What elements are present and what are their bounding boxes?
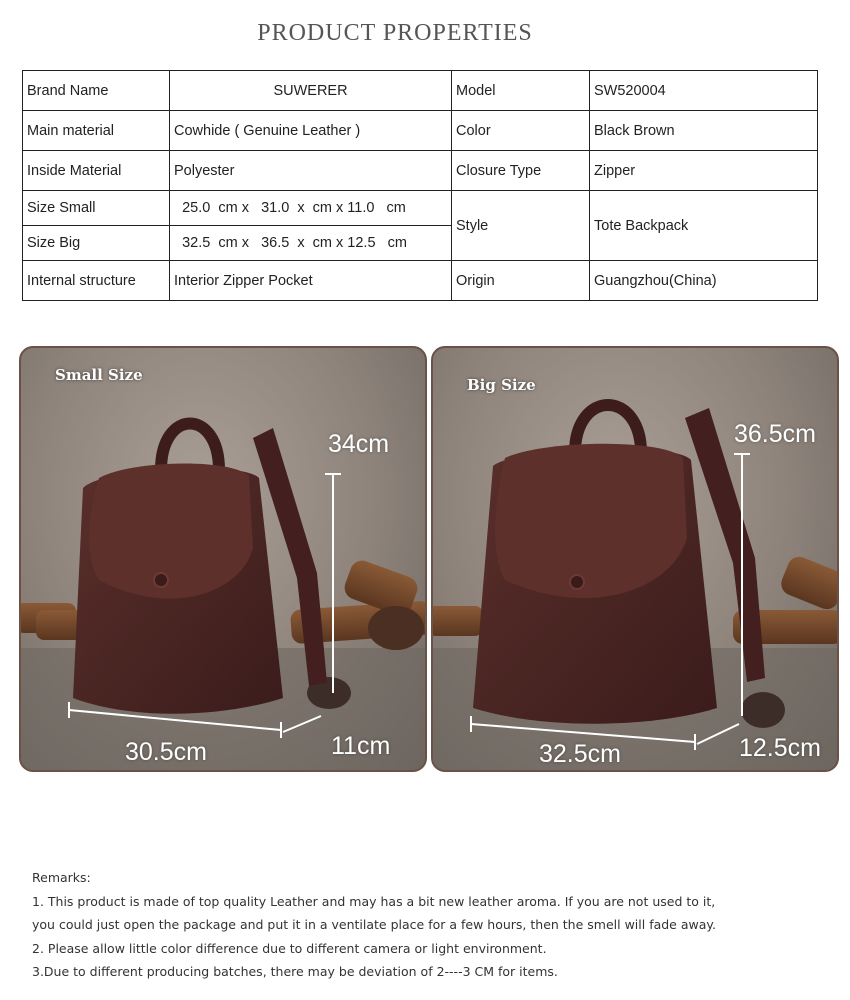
page-title: PRODUCT PROPERTIES [257, 20, 533, 46]
backpack-big-illustration [433, 348, 837, 770]
dim-text: x [297, 200, 305, 216]
origin-value: Guangzhou(China) [590, 261, 818, 301]
small-size-label: Small Size [55, 366, 143, 384]
big-depth-label: 12.5cm [739, 734, 821, 762]
internal-label: Internal structure [23, 261, 170, 301]
dim-text: 32.5 [182, 235, 211, 251]
size-small-value [170, 191, 452, 226]
big-width-label: 32.5cm [539, 740, 621, 768]
size-small-label: Size Small [23, 191, 170, 226]
internal-value: Interior Zipper Pocket [170, 261, 452, 301]
remarks-line: you could just open the package and put it in a ventilate place for a few hours, then the smell will fade away. [32, 917, 716, 932]
color-label: Color [452, 111, 590, 151]
properties-table [22, 70, 818, 301]
big-height-label: 36.5cm [734, 420, 816, 448]
inside-material-value: Polyester [170, 151, 452, 191]
style-value: Tote Backpack [590, 191, 818, 261]
main-material-label: Main material [23, 111, 170, 151]
size-big-value [170, 226, 452, 261]
dim-text: cm x [218, 235, 249, 251]
dim-text: cm [386, 200, 406, 216]
style-label: Style [452, 191, 590, 261]
color-value: Black Brown [590, 111, 818, 151]
table-row [23, 191, 818, 226]
table-row [23, 71, 818, 111]
brand-label: Brand Name [23, 71, 170, 111]
remarks-line: 1. This product is made of top quality Leather and may has a bit new leather aroma. If you are not used to it, [32, 893, 716, 909]
small-depth-label: 11cm [331, 732, 391, 760]
model-label: Model [452, 71, 590, 111]
closure-value: Zipper [590, 151, 818, 191]
dim-text: cm x 12.5 [312, 235, 376, 251]
big-size-label: Big Size [467, 376, 536, 394]
inside-material-label: Inside Material [23, 151, 170, 191]
main-material-value: Cowhide ( Genuine Leather ) [170, 111, 452, 151]
brand-value: SUWERER [170, 71, 452, 111]
dim-text: cm x [218, 200, 249, 216]
dim-text: cm [387, 235, 407, 251]
remarks [32, 866, 812, 984]
origin-label: Origin [452, 261, 590, 301]
model-value: SW520004 [590, 71, 818, 111]
small-width-label: 30.5cm [125, 738, 207, 766]
big-size-photo [431, 346, 839, 772]
dim-text: 31.0 [261, 200, 290, 216]
dim-text: x [297, 235, 305, 251]
table-row [23, 261, 818, 301]
backpack-small-illustration [21, 348, 425, 770]
small-height-label: 34cm [328, 430, 390, 458]
closure-label: Closure Type [452, 151, 590, 191]
table-row [23, 151, 818, 191]
remarks-line: 2. Please allow little color difference due to different camera or light environment. [32, 940, 547, 956]
dim-text: cm x 11.0 [312, 200, 375, 216]
dim-text: 36.5 [261, 235, 290, 251]
small-size-photo [19, 346, 427, 772]
dim-text: 25.0 [182, 200, 211, 216]
table-row [23, 111, 818, 151]
remarks-heading: Remarks: [32, 870, 91, 885]
remarks-line: 3.Due to different producing batches, there may be deviation of 2----3 CM for items. [32, 964, 558, 979]
size-big-label: Size Big [23, 226, 170, 261]
